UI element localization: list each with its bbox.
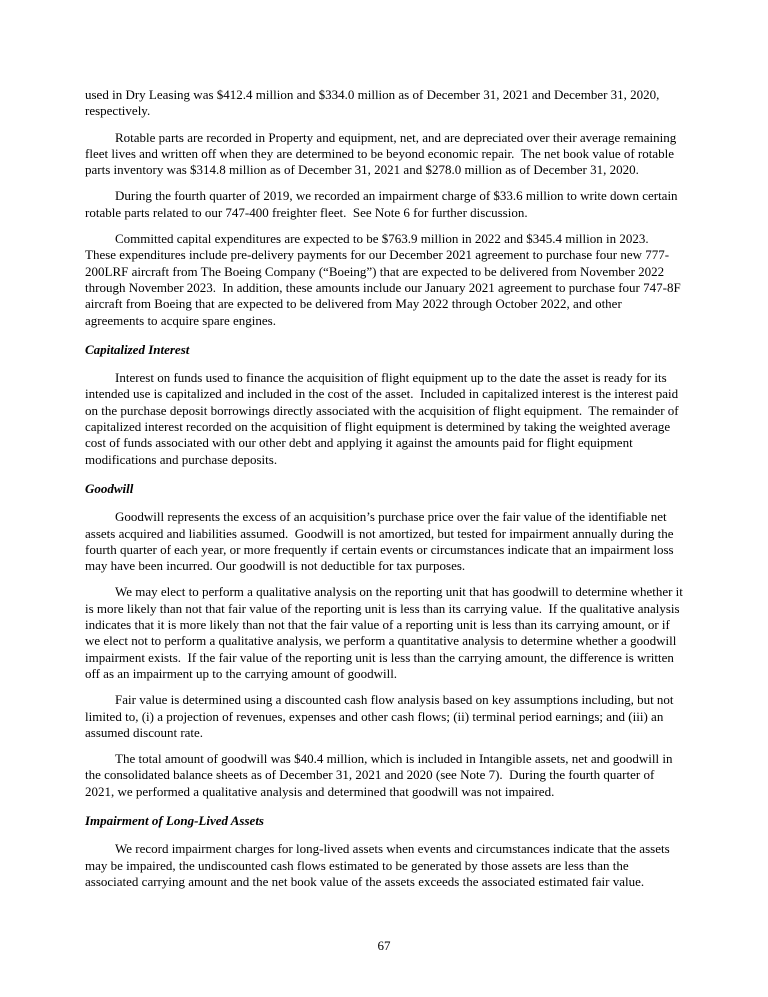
page-number: 67 bbox=[377, 938, 391, 953]
section-heading: Goodwill bbox=[85, 480, 134, 496]
paragraph: Fair value is determined using a discounted cash flow analysis based on key assumptions including, but not limited to, (i) a projection of revenues, expenses and other cash flows; (ii) terminal period earnings; and (iii) an assumed discount rate. bbox=[85, 692, 677, 740]
section-heading: Impairment of Long-Lived Assets bbox=[85, 812, 264, 828]
paragraph: During the fourth quarter of 2019, we recorded an impairment charge of $33.6 million to write down certain rotable parts related to our 747-400 freighter fleet. See Note 6 for further discussion. bbox=[85, 188, 681, 220]
paragraph: used in Dry Leasing was $412.4 million and $334.0 million as of December 31, 2021 and December 31, 2020, respectively. bbox=[85, 87, 663, 119]
paragraph: We may elect to perform a qualitative analysis on the reporting unit that has goodwill to determine whether it is more likely than not that fair value of the reporting unit is less than its carrying value. If the qualitative analysis indicates that it is more likely than not that the fair value of a reporting unit is less than its carrying amount, or if we elect not to perform a qualitative analysis, we perform a quantitative analysis to determine whether a goodwill impairment exists. If the fair value of the reporting unit is less than the carrying amount, the difference is written off as an impairment up to the carrying amount of goodwill. bbox=[85, 584, 687, 681]
paragraph: Rotable parts are recorded in Property and equipment, net, and are depreciated over their average remaining fleet lives and written off when they are determined to be beyond economic repair. The net book value of rotable parts inventory was $314.8 million as of December 31, 2021 and $278.0 million as of December 31, 2020. bbox=[85, 129, 680, 178]
section-heading: Capitalized Interest bbox=[85, 341, 190, 357]
paragraph: We record impairment charges for long-lived assets when events and circumstances indicate that the assets may be impaired, the undiscounted cash flows estimated to be generated by those assets are less than the associated carrying amount and the net book value of the assets exceeds the associated estimated fair value. bbox=[85, 841, 673, 889]
paragraph: Committed capital expenditures are expected to be $763.9 million in 2022 and $345.4 million in 2023. These expenditures include pre-delivery payments for our December 2021 agreement to purchase four new 777-200LRF aircraft from The Boeing Company (“Boeing”) that are expected to be delivered from November 2022 through November 2023. In addition, these amounts include our January 2021 agreement to purchase four 747-8F aircraft from Boeing that are expected to be delivered from May 2022 through October 2022, and other agreements to acquire spare engines. bbox=[85, 231, 684, 328]
paragraph: The total amount of goodwill was $40.4 million, which is included in Intangible assets, net and goodwill in the consolidated balance sheets as of December 31, 2021 and 2020 (see Note 7). During the fourth quarter of 2021, we performed a qualitative analysis and determined that goodwill was not impaired. bbox=[85, 751, 676, 799]
paragraph: Interest on funds used to finance the acquisition of flight equipment up to the date the asset is ready for its intended use is capitalized and included in the cost of the asset. Included in capitalized interest is the interest paid on the purchase deposit borrowings directly associated with the acquisition of flight equipment. The remainder of capitalized interest recorded on the acquisition of flight equipment is determined by taking the weighted average cost of funds associated with our other debt and applying it against the amounts paid for flight equipment modifications and purchase deposits. bbox=[85, 370, 682, 467]
paragraph: Goodwill represents the excess of an acquisition’s purchase price over the fair value of the identifiable net assets acquired and liabilities assumed. Goodwill is not amortized, but tested for impairment annually during the fourth quarter of each year, or more frequently if certain events or circumstances indicate that an impairment loss may have been incurred. Our goodwill is not deductible for tax purposes. bbox=[85, 509, 677, 574]
document-content bbox=[85, 87, 687, 900]
